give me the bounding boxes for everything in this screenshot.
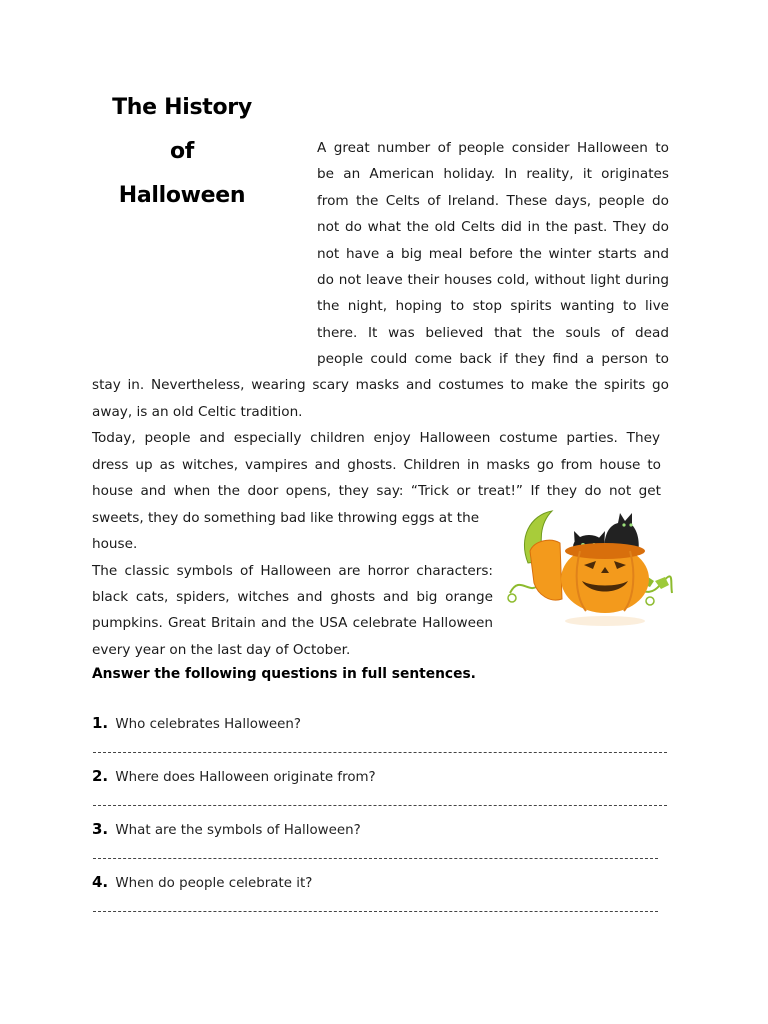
- question-2: [92, 767, 376, 785]
- passage-line: be an American holiday. In reality, it originates: [317, 166, 669, 182]
- question-1: [92, 714, 301, 732]
- passage-line: from the Celts of Ireland. These days, people do: [317, 193, 669, 209]
- answer-line-1[interactable]: [93, 752, 667, 753]
- passage-line: pumpkins. Great Britain and the USA celebrate Halloween: [92, 615, 493, 631]
- passage-line: not have a big meal before the winter starts and: [317, 246, 669, 262]
- passage-line: stay in. Nevertheless, wearing scary masks and costumes to make the spirits go: [92, 377, 669, 393]
- question-number: 3.: [92, 820, 109, 838]
- passage-line: do not leave their houses cold, without light during: [317, 272, 669, 288]
- pumpkin-cats-illustration: [500, 503, 676, 631]
- title-line-1: The History: [112, 95, 252, 120]
- question-3: [92, 820, 361, 838]
- question-text: What are the symbols of Halloween?: [115, 823, 361, 838]
- question-text: When do people celebrate it?: [115, 876, 313, 891]
- question-number: 1.: [92, 714, 109, 732]
- passage-line: away, is an old Celtic tradition.: [92, 404, 303, 420]
- passage-line: sweets, they do something bad like throwing eggs at the: [92, 510, 480, 526]
- answer-line-3[interactable]: [93, 858, 658, 859]
- passage-line: the night, hoping to stop spirits wanting to live: [317, 298, 669, 314]
- passage-line: there. It was believed that the souls of dead: [317, 325, 669, 341]
- question-text: Where does Halloween originate from?: [115, 770, 376, 785]
- passage-line: The classic symbols of Halloween are horror characters:: [92, 563, 493, 579]
- passage-line: Today, people and especially children enjoy Halloween costume parties. They: [92, 430, 660, 446]
- title-line-2: of: [169, 139, 195, 164]
- question-number: 2.: [92, 767, 109, 785]
- passage-line: not do what the old Celts did in the past. They do: [317, 219, 669, 235]
- passage-line: black cats, spiders, witches and ghosts and big orange: [92, 589, 493, 605]
- passage-line: every year on the last day of October.: [92, 642, 351, 658]
- jack-o-lantern-icon: [500, 503, 676, 631]
- passage-line: dress up as witches, vampires and ghosts. Children in masks go from house to: [92, 457, 661, 473]
- answer-line-4[interactable]: [93, 911, 658, 912]
- title-line-3: Halloween: [118, 183, 246, 208]
- passage-line: house.: [92, 536, 138, 552]
- page-title: [92, 88, 272, 220]
- instructions-heading: Answer the following questions in full sentences.: [92, 666, 476, 682]
- question-number: 4.: [92, 873, 109, 891]
- passage-line: A great number of people consider Halloween to: [317, 140, 669, 156]
- answer-line-2[interactable]: [93, 805, 667, 806]
- passage-line: house and when the door opens, they say: “Trick or treat!” If they do not get: [92, 483, 661, 499]
- passage-line: people could come back if they find a person to: [317, 351, 669, 367]
- question-text: Who celebrates Halloween?: [115, 717, 302, 732]
- question-4: [92, 873, 312, 891]
